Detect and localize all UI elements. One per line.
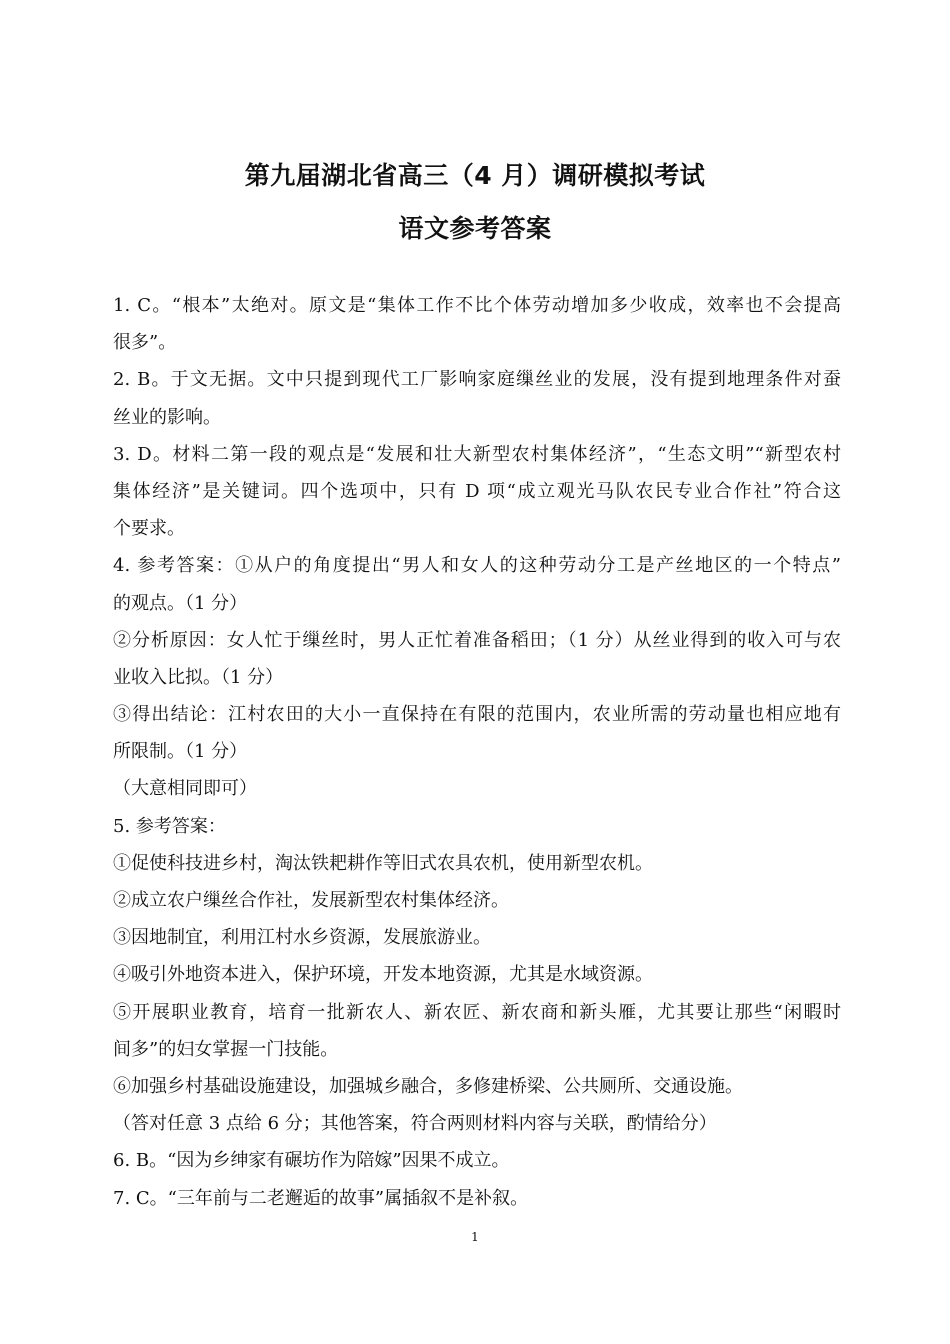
answer-line-20: ⑤开展职业教育，培育一批新农人、新农匠、新农商和新头雁，尤其要让那些“闲暇时	[113, 1001, 841, 1023]
page-number: 1	[471, 1230, 479, 1244]
answer-line-9: 的观点。（1 分）	[113, 592, 248, 614]
answer-line-14: （大意相同即可）	[113, 778, 257, 800]
answer-line-10: ②分析原因：女人忙于缫丝时，男人正忙着准备稻田；（1 分）从丝业得到的收入可与农	[113, 629, 841, 651]
answer-line-13: 所限制。（1 分）	[113, 741, 248, 763]
answer-line-18: ③因地制宜，利用江村水乡资源，发展旅游业。	[113, 927, 491, 949]
document-subtitle: 语文参考答案	[398, 214, 552, 243]
answer-line-24: 6. B。“因为乡绅家有碾坊作为陪嫁”因果不成立。	[113, 1150, 510, 1172]
answer-line-3: 2. B。于文无据。文中只提到现代工厂影响家庭缫丝业的发展，没有提到地理条件对蚕	[113, 369, 841, 391]
answer-line-5: 3. D。材料二第一段的观点是“发展和壮大新型农村集体经济”，“生态文明”“新型农村	[113, 443, 841, 465]
answer-line-23: （答对任意 3 点给 6 分；其他答案，符合两则材料内容与关联，酌情给分）	[113, 1113, 717, 1135]
answer-line-17: ②成立农户缫丝合作社，发展新型农村集体经济。	[113, 890, 509, 911]
answer-line-1: 1. C。“根本”太绝对。原文是“集体工作不比个体劳动增加多少收成，效率也不会提高	[113, 295, 841, 316]
answer-line-19: ④吸引外地资本进入，保护环境，开发本地资源，尤其是水域资源。	[113, 964, 653, 986]
answer-line-7: 个要求。	[113, 518, 185, 540]
answer-line-2: 很多”。	[113, 332, 177, 354]
answer-line-21: 间多”的妇女掌握一门技能。	[113, 1038, 339, 1060]
answer-content	[113, 287, 841, 1217]
document-title: 第九届湖北省高三（4 月）调研模拟考试	[244, 161, 706, 190]
answer-line-12: ③得出结论：江村农田的大小一直保持在有限的范围内，农业所需的劳动量也相应地有	[113, 704, 841, 726]
answer-line-15: 5. 参考答案：	[113, 815, 226, 837]
answer-line-22: ⑥加强乡村基础设施建设，加强城乡融合，多修建桥梁、公共厕所、交通设施。	[113, 1075, 743, 1097]
answer-line-6: 集体经济”是关键词。四个选项中，只有 D 项“成立观光马队农民专业合作社”符合这	[113, 480, 841, 502]
answer-line-11: 业收入比拟。（1 分）	[113, 666, 284, 688]
answer-line-4: 丝业的影响。	[113, 406, 221, 428]
answer-line-16: ①促使科技进乡村，淘汰铁耙耕作等旧式农具农机，使用新型农机。	[113, 852, 653, 874]
answer-line-25: 7. C。“三年前与二老邂逅的故事”属插叙不是补叙。	[113, 1187, 529, 1209]
answer-line-8: 4. 参考答案：①从户的角度提出“男人和女人的这种劳动分工是产丝地区的一个特点”	[113, 555, 841, 577]
